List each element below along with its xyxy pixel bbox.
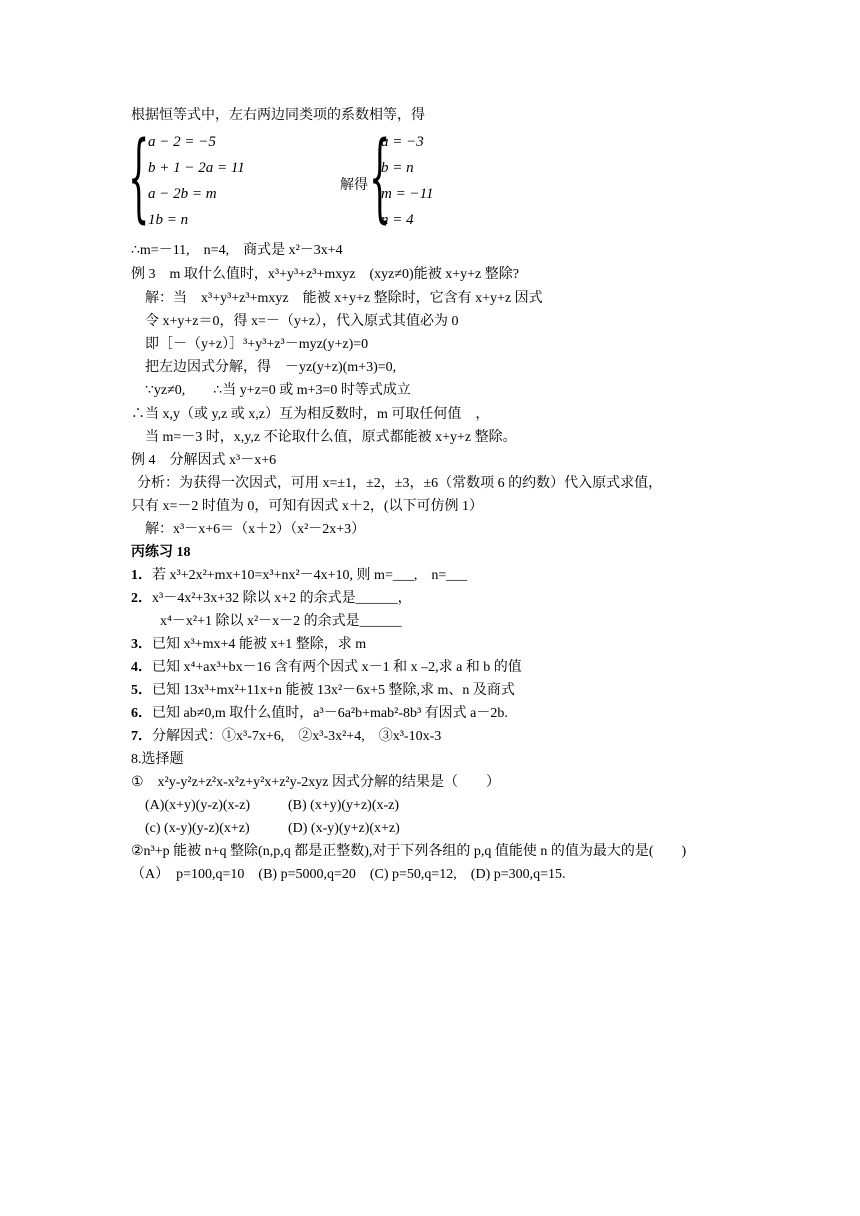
solve-label: 解得: [340, 178, 368, 193]
exercise-number: 7．: [131, 729, 152, 744]
example4-question: 例 4 分解因式 x³－x+6: [131, 453, 277, 468]
example4-analysis: 只有 x=－2 时值为 0，可知有因式 x＋2，(以下可仿例 1）: [131, 499, 484, 514]
example3-line: 令 x+y+z＝0，得 x=－（y+z），代入原式其值必为 0: [145, 314, 459, 329]
example4-solution: 解：x³－x+6＝（x＋2）（x²－2x+3）: [145, 522, 366, 537]
conclusion-text: ∴m=－11, n=4, 商式是 x²－3x+4: [131, 243, 343, 258]
choice-title: 8.选择题: [131, 752, 184, 767]
equation: b + 1 − 2a = 11: [148, 160, 245, 176]
right-brace: {: [369, 121, 391, 233]
choice-option-d: (D) (x-y)(y+z)(x+z): [288, 821, 400, 836]
choice-option-b: (B) (x+y)(y+z)(x-z): [288, 798, 400, 813]
example3-line: 当 m=－3 时，x,y,z 不论取什么值，原式都能被 x+y+z 整除。: [145, 430, 517, 445]
exercise-number: 6．: [131, 706, 152, 721]
exercise-item: [131, 728, 441, 746]
equation: a − 2b = m: [148, 186, 217, 202]
exercise-text: x³－4x²+3x+32 除以 x+2 的余式是______，: [152, 591, 412, 606]
choice-question-stem: ① x²y-y²z+z²x-x²z+y²x+z²y-2xyz 因式分解的结果是（ ）: [131, 775, 500, 790]
equation: m = −11: [381, 186, 434, 202]
exercise-item: [131, 705, 508, 723]
exercise-text: 已知 ab≠0,m 取什么值时，a³－6a²b+mab²-8b³ 有因式 a－2b.: [152, 706, 508, 721]
exercise-item: [131, 590, 412, 608]
equation: a = −3: [381, 134, 424, 150]
exercise-text: 已知 x³+mx+4 能被 x+1 整除，求 m: [152, 637, 367, 652]
choice-question-stem: ②n³+p 能被 n+q 整除(n,p,q 都是正整数),对于下列各组的 p,q 值能使 n 的值为最大的是( ): [131, 844, 687, 859]
exercise-item: [131, 567, 467, 585]
example4-analysis: 分析：为获得一次因式，可用 x=±1，±2，±3，±6（常数项 6 的约数）代入原式求值，: [137, 476, 663, 491]
exercise-number: 5．: [131, 683, 152, 698]
example3-line: ∴当 x,y（或 y,z 或 x,z）互为相反数时，m 可取任何值 ，: [131, 407, 490, 422]
equation: 1b = n: [148, 212, 189, 228]
exercise-number: 2．: [131, 591, 152, 606]
exercise-item: [160, 613, 402, 631]
example3-line: ∵yz≠0, ∴当 y+z=0 或 m+3=0 时等式成立: [145, 383, 411, 398]
example3-line: 把左边因式分解，得 －yz(y+z)(m+3)=0,: [145, 360, 397, 375]
equation: b = n: [381, 160, 414, 176]
example3-line: 解：当 x³+y³+z³+mxyz 能被 x+y+z 整除时，它含有 x+y+z 因式: [145, 291, 543, 306]
exercise-text: 已知 13x³+mx²+11x+n 能被 13x²－6x+5 整除,求 m、n 及商式: [152, 683, 515, 698]
example3-question: 例 3 m 取什么值时，x³+y³+z³+mxyz (xyz≠0)能被 x+y+z 整除?: [131, 267, 519, 282]
example3-line: 即［－（y+z）］³+y³+z³－myz(y+z)=0: [145, 337, 369, 352]
exercise-item: [131, 636, 366, 654]
equation: n = 4: [381, 212, 414, 228]
choice-option-c: (c) (x-y)(y-z)(x+z): [145, 821, 250, 836]
intro-text: 根据恒等式中，左右两边同类项的系数相等，得: [131, 108, 425, 123]
exercise-number: 3．: [131, 637, 152, 652]
choice-options: （A） p=100,q=10 (B) p=5000,q=20 (C) p=50,q=12, (D) p=300,q=15.: [131, 867, 566, 882]
exercise-text: 分解因式：①x³-7x+6, ②x³-3x²+4, ③x³-10x-3: [152, 729, 442, 744]
left-brace: {: [128, 121, 150, 233]
exercise-text: x⁴－x²+1 除以 x²－x－2 的余式是______: [160, 614, 402, 629]
exercise-text: 已知 x⁴+ax³+bx－16 含有两个因式 x－1 和 x –2,求 a 和 b 的值: [152, 660, 522, 675]
exercise-title: 丙练习 18: [131, 545, 191, 560]
choice-option-a: (A)(x+y)(y-z)(x-z): [145, 798, 251, 813]
exercise-text: 若 x³+2x²+mx+10=x³+nx²－4x+10, 则 m=___, n=___: [152, 568, 468, 583]
exercise-number: 4．: [131, 660, 152, 675]
exercise-item: [131, 659, 522, 677]
exercise-item: [131, 682, 515, 700]
exercise-number: 1．: [131, 568, 152, 583]
equation: a − 2 = −5: [148, 134, 216, 150]
